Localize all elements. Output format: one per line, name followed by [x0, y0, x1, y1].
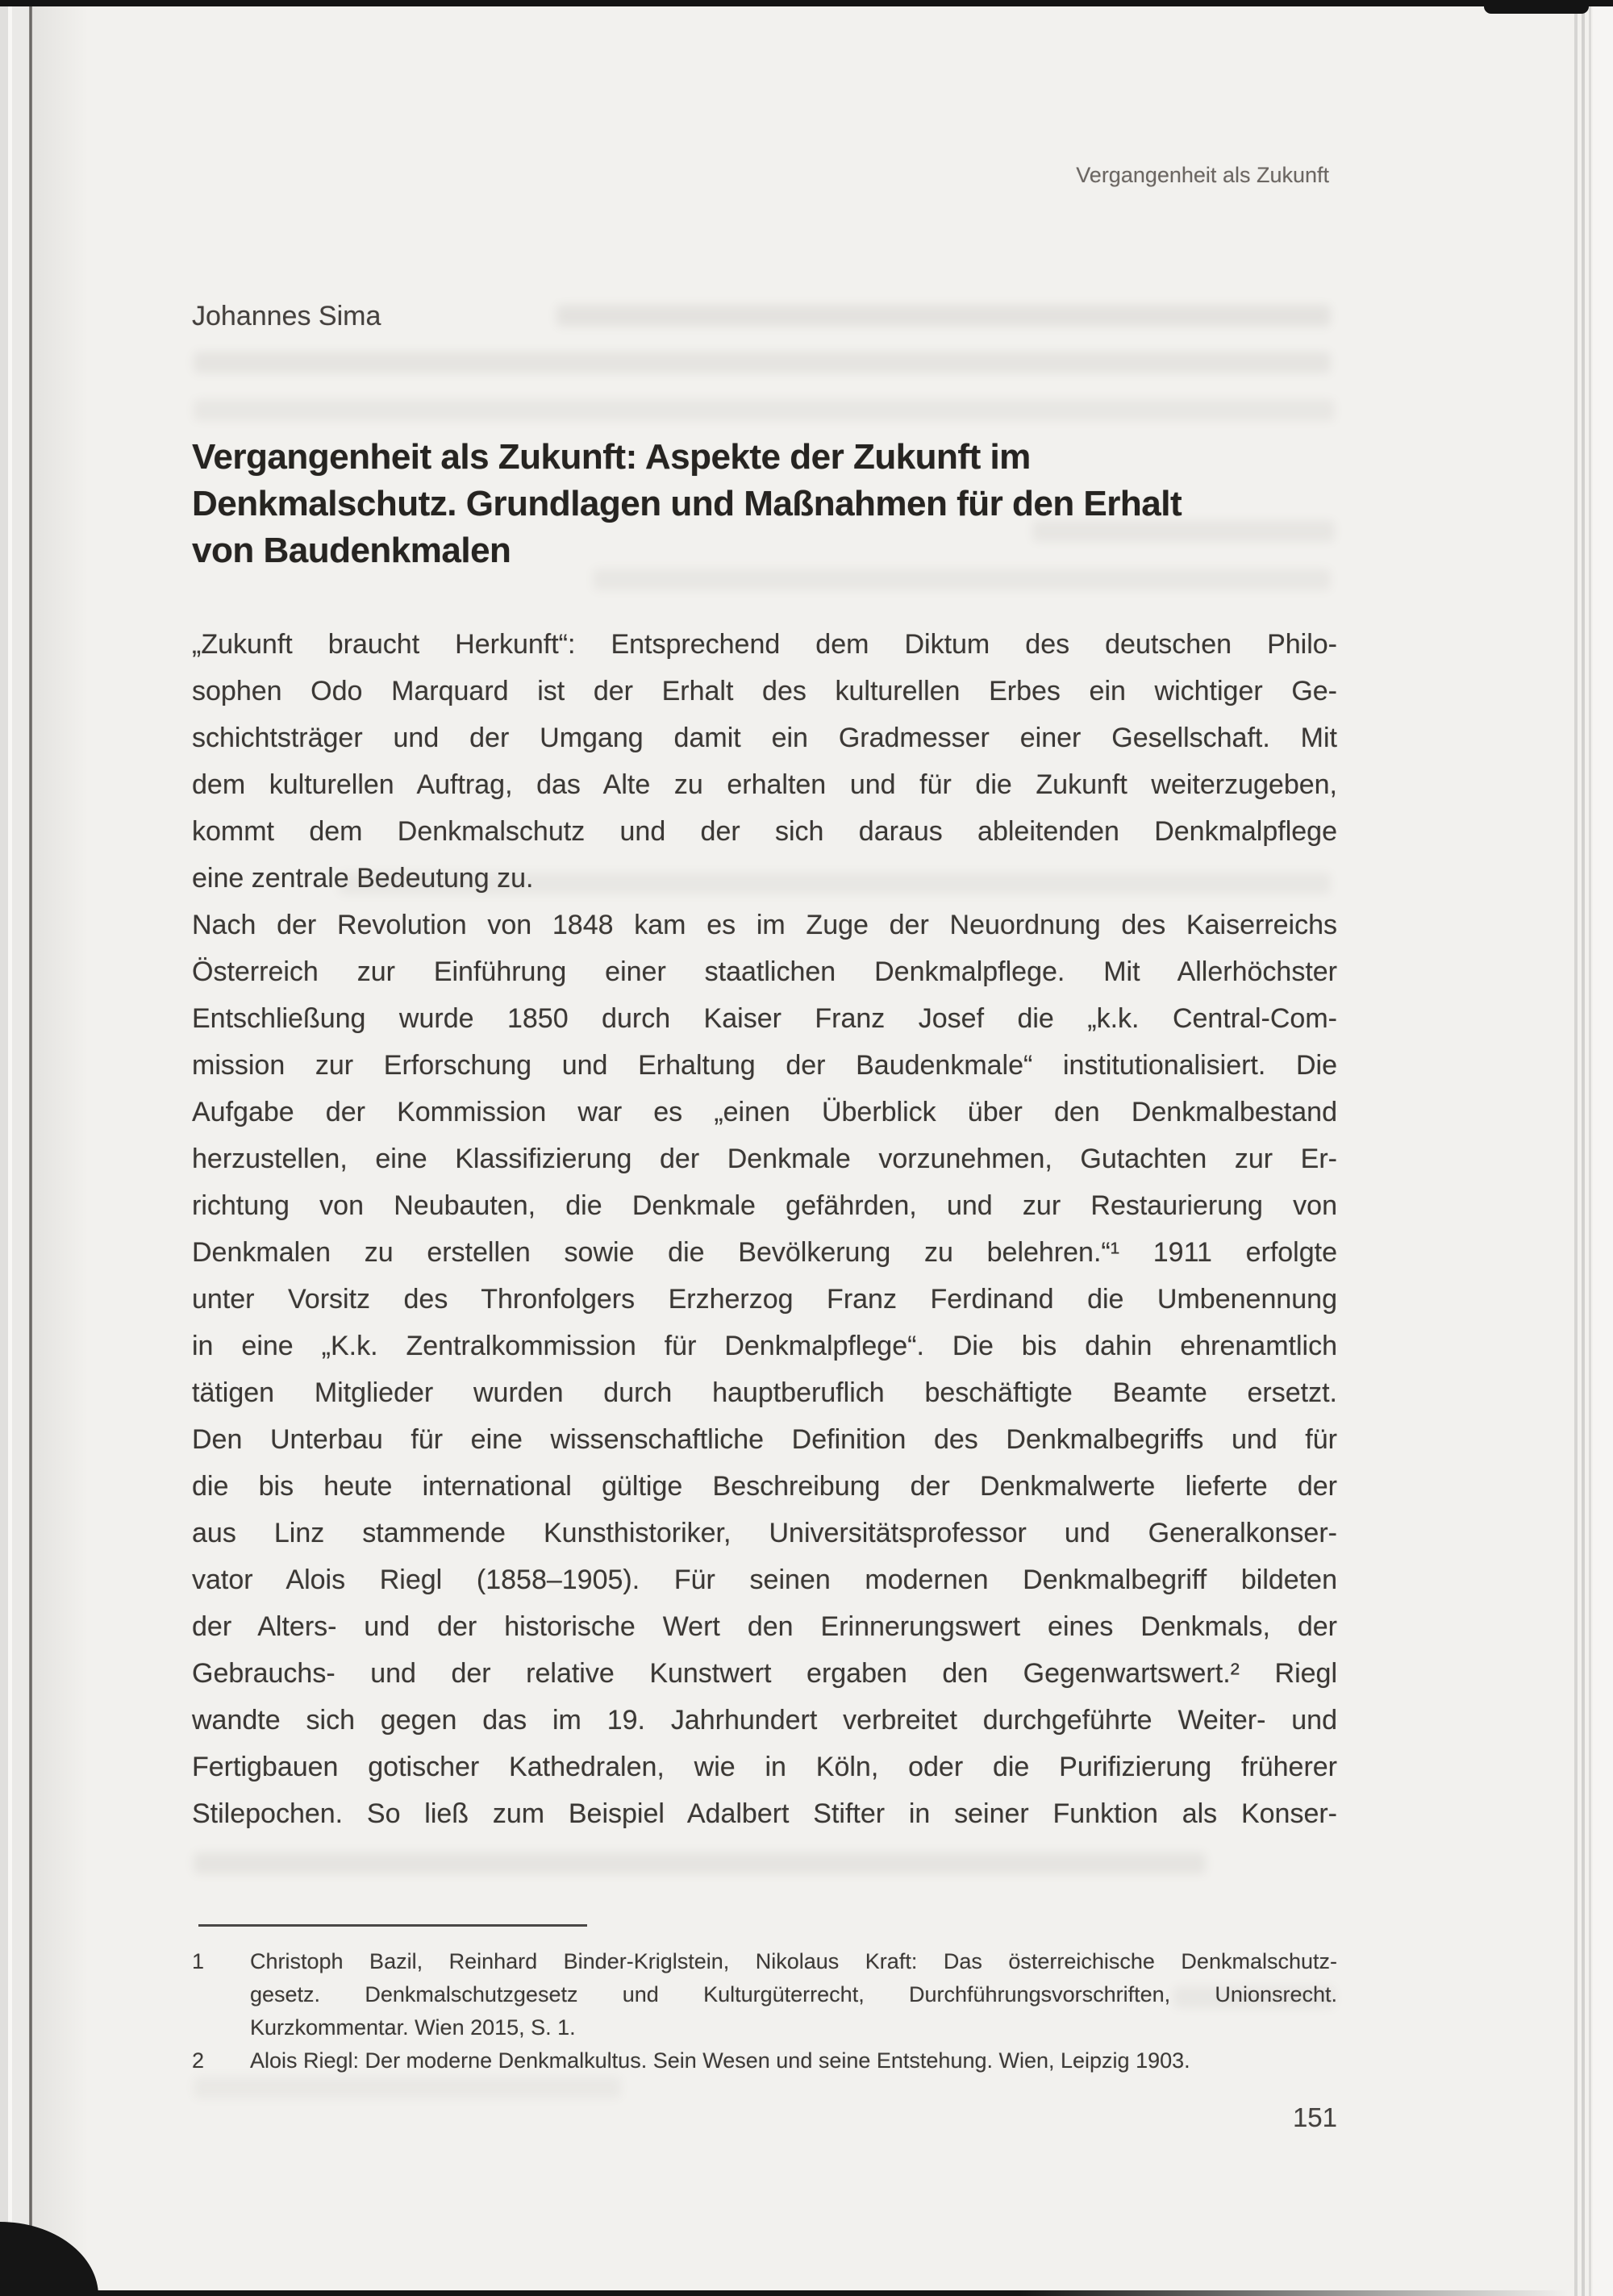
footnotes [192, 1945, 1337, 2077]
footnote-line: Kurzkommentar. Wien 2015, S. 1. [250, 2015, 576, 2040]
footnote-separator-rule [198, 1924, 587, 1927]
body-text-line: Denkmalen zu erstellen sowie die Bevölkerung zu belehren.“¹ 1911 erfolgte [192, 1237, 1337, 1268]
bleedthrough-ghost-line [194, 352, 1331, 373]
body-text-line: die bis heute international gültige Beschreibung der Denkmalwerte lieferte der [192, 1471, 1337, 1502]
body-text-line: Aufgabe der Kommission war es „einen Überblick über den Denkmalbestand [192, 1097, 1337, 1127]
article-title [192, 434, 1369, 574]
scan-top-edge [0, 0, 1613, 6]
running-header: Vergangenheit als Zukunft [1076, 163, 1329, 187]
body-text-line: Entschließung wurde 1850 durch Kaiser Franz Josef die „k.k. Central-Com- [192, 1003, 1337, 1034]
article-title-line: von Baudenkmalen [192, 531, 511, 570]
body-text-line: richtung von Neubauten, die Denkmale gefährden, und zur Restaurierung von [192, 1190, 1337, 1221]
footnote-text [250, 1945, 1337, 2044]
right-page-edge-line [1582, 6, 1585, 2296]
footnote-line: gesetz. Denkmalschutzgesetz und Kulturgüterrecht, Durchführungsvorschriften, Unionsrecht. [250, 1982, 1337, 2006]
footnote-number: 2 [192, 2048, 205, 2073]
body-text-line: Den Unterbau für eine wissenschaftliche Definition des Denkmalbegriffs und für [192, 1424, 1337, 1455]
body-text-line: Stilepochen. So ließ zum Beispiel Adalbert Stifter in seiner Funktion als Konser- [192, 1798, 1337, 1829]
body-text-line: eine zentrale Bedeutung zu. [192, 863, 534, 894]
footnote-line: Alois Riegl: Der moderne Denkmalkultus. Sein Wesen und seine Entstehung. Wien, Leipzig 1903. [250, 2048, 1190, 2073]
body-text-line: der Alters- und der historische Wert den Erinnerungswert eines Denkmals, der [192, 1611, 1337, 1642]
footnote-1 [192, 1945, 1337, 2044]
footnote-text [250, 2044, 1337, 2077]
body-text-line: herzustellen, eine Klassifizierung der Denkmale vorzunehmen, Gutachten zur Er- [192, 1144, 1337, 1174]
body-text-line: dem kulturellen Auftrag, das Alte zu erhalten und für die Zukunft weiterzugeben, [192, 769, 1337, 800]
scan-left-margin [0, 0, 8, 2296]
right-page-edge-line [1574, 6, 1578, 2296]
page-number: 151 [1292, 2102, 1337, 2132]
body-text-line: vator Alois Riegl (1858–1905). Für seinen modernen Denkmalbegriff bildeten [192, 1565, 1337, 1595]
body-text-line: kommt dem Denkmalschutz und der sich daraus ableitenden Denkmalpflege [192, 816, 1337, 847]
body-text-line: tätigen Mitglieder wurden durch hauptberuflich beschäftigte Beamte ersetzt. [192, 1377, 1337, 1408]
scan-bottom-edge [0, 2290, 1569, 2296]
scan-top-edge-notch [1484, 0, 1589, 14]
body-text-line: mission zur Erforschung und Erhaltung der Baudenkmale“ institutionalisiert. Die [192, 1050, 1337, 1081]
body-text-line: aus Linz stammende Kunsthistoriker, Universitätsprofessor und Generalkonser- [192, 1518, 1337, 1548]
bleedthrough-ghost-line [194, 1852, 1206, 1874]
body-text [192, 621, 1337, 1837]
body-text-line: schichtsträger und der Umgang damit ein Gradmesser einer Gesellschaft. Mit [192, 723, 1337, 753]
article-title-line: Vergangenheit als Zukunft: Aspekte der Zukunft im [192, 437, 1031, 477]
body-text-line: sophen Odo Marquard ist der Erhalt des kulturellen Erbes ein wichtiger Ge- [192, 676, 1337, 706]
gutter-shadow [32, 0, 89, 2296]
body-text-line: wandte sich gegen das im 19. Jahrhundert verbreitet durchgeführte Weiter- und [192, 1705, 1337, 1736]
body-text-line: Österreich zur Einführung einer staatlichen Denkmalpflege. Mit Allerhöchster [192, 956, 1337, 987]
body-text-line: Gebrauchs- und der relative Kunstwert ergaben den Gegenwartswert.² Riegl [192, 1658, 1337, 1689]
body-text-line: Nach der Revolution von 1848 kam es im Zuge der Neuordnung des Kaiserreichs [192, 910, 1337, 940]
bleedthrough-ghost-line [194, 2077, 621, 2098]
right-page-edge-line [1589, 6, 1591, 2296]
right-page-stack [1593, 6, 1613, 2296]
scan-left-paper-edge [12, 0, 29, 2296]
author-name: Johannes Sima [192, 301, 381, 331]
article-title-line: Denkmalschutz. Grundlagen und Maßnahmen für den Erhalt [192, 484, 1182, 523]
body-text-line: „Zukunft braucht Herkunft“: Entsprechend dem Diktum des deutschen Philo- [192, 629, 1337, 660]
footnote-2 [192, 2044, 1337, 2077]
body-text-line: in eine „K.k. Zentralkommission für Denkmalpflege“. Die bis dahin ehrenamtlich [192, 1331, 1337, 1361]
body-text-line: unter Vorsitz des Thronfolgers Erzherzog Franz Ferdinand die Umbenennung [192, 1284, 1337, 1315]
footnote-number: 1 [192, 1949, 205, 1973]
footnote-line: Christoph Bazil, Reinhard Binder-Kriglstein, Nikolaus Kraft: Das österreichische Denkmalschutz- [250, 1949, 1337, 1973]
body-text-line: Fertigbauen gotischer Kathedralen, wie in Köln, oder die Purifizierung früherer [192, 1752, 1337, 1782]
bleedthrough-ghost-line [194, 399, 1335, 421]
